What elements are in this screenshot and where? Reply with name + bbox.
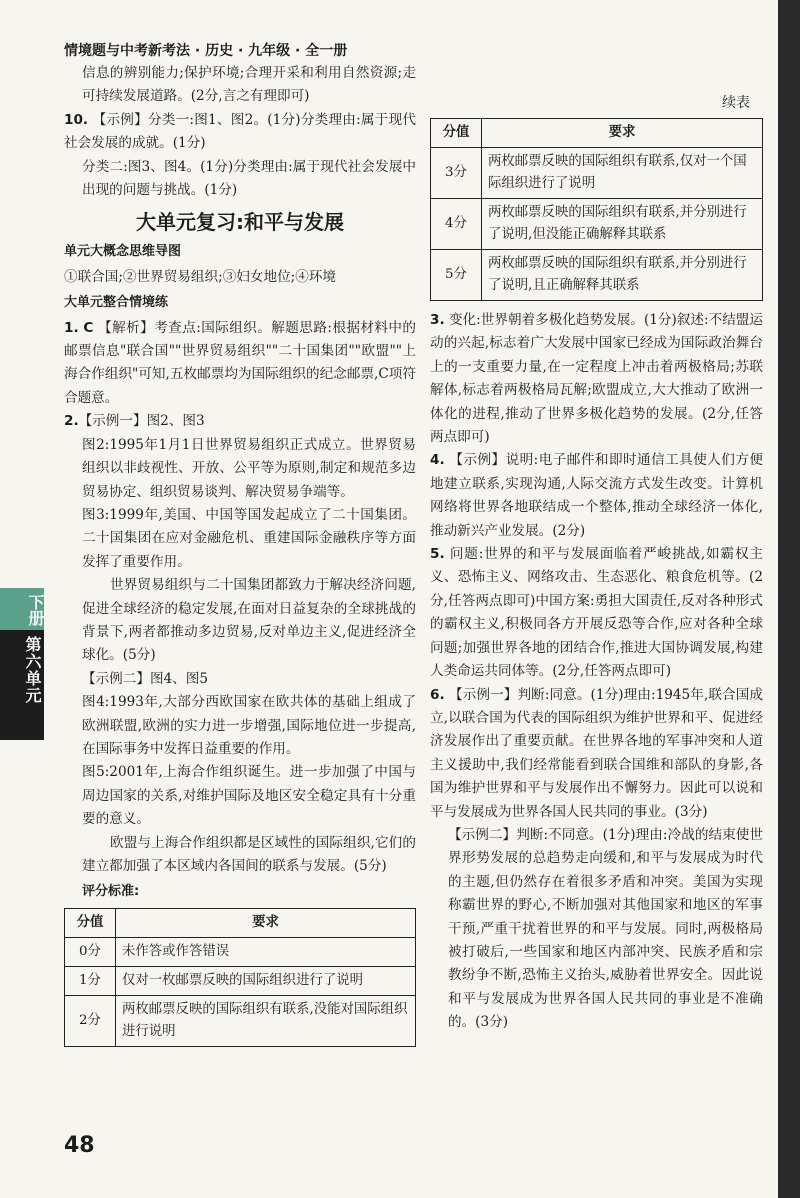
q6-example2: 【示例二】判断:不同意。(1分)理由:冷战的结束使世界形势发展的总趋势走向缓和,和平与发展成为时代的主题,但仍然存在着很多矛盾和冲突。美国为实现称霸世界的野心,不断加强对其他国家和地区的军事干预,严重干扰着世界的和平与发展。同时,两极格局被打破后,一些国家和地区内部冲突、民族矛盾和宗教纷争不断,恐怖主义抬头,威胁着世界安全。因此说和平与发展成为世界各国人民共同的事业是不准确的。(3分) xyxy=(448,826,763,1031)
right-column xyxy=(430,118,763,1035)
table-header-row xyxy=(65,908,416,937)
intro-text: 信息的辨别能力;保护环境;合理开采和利用自然资源;走可持续发展道路。(2分,言之有理即可) xyxy=(82,65,416,105)
q2-paragraph-2: 图3:1999年,美国、中国等国发起成立了二十国集团。二十国集团在应对金融危机、重建国际金融秩序等方面发挥了重要作用。 xyxy=(82,506,416,570)
table-row xyxy=(431,250,763,301)
q6-answer xyxy=(430,684,763,824)
running-header: 情境题与中考新考法 · 历史 · 九年级 · 全一册 xyxy=(64,43,348,59)
q1-number: 1. xyxy=(64,319,79,336)
table-row xyxy=(431,148,763,199)
mindmap-answers: ①联合国;②世界贸易组织;③妇女地位;④环境 xyxy=(64,268,337,285)
q5-number: 5. xyxy=(430,546,445,563)
q2-paragraph-3: 世界贸易组织与二十国集团都致力于解决经济问题,促进全球经济的稳定发展,在面对日益复杂的全球挑战的背景下,两者都推动多边贸易,反对单边主义,促进经济全球化。(5分) xyxy=(82,577,416,664)
left-column xyxy=(64,62,416,1047)
table-cell-requirement: 两枚邮票反映的国际组织有联系,没能对国际组织进行说明 xyxy=(116,995,416,1046)
table-cell-score: 3分 xyxy=(431,148,482,199)
q1-explanation: 【解析】考查点:国际组织。解题思路:根据材料中的邮票信息"联合国""世界贸易组织""二十国集团""欧盟""上海合作组织"可知,五枚邮票均为国际组织的纪念邮票,C项符合题意。 xyxy=(64,319,416,406)
q5-text: 问题:世界的和平与发展面临着严峻挑战,如霸权主义、恐怖主义、网络攻击、生态恶化、粮食危机等。(2分,任答两点即可)中国方案:勇担大国责任,反对各种形式的霸权主义,积极同各方开展反恐等合作,应对各种全球问题;加强世界各地的团结合作,推进大国协调发展,构建人类命运共同体等。(2分,任答两点即可) xyxy=(430,546,763,680)
q10-answer-a xyxy=(64,109,416,156)
table-cell-score: 0分 xyxy=(65,937,116,966)
table-cell-requirement: 未作答或作答错误 xyxy=(116,937,416,966)
q1-answer xyxy=(64,317,416,411)
score-table xyxy=(64,908,416,1047)
table-cell-requirement: 两枚邮票反映的国际组织有联系,并分别进行了说明,且正确解释其联系 xyxy=(482,250,763,301)
q2-example1-heading xyxy=(64,410,416,433)
continued-label: 续表 xyxy=(722,95,750,111)
table-cell-score: 5分 xyxy=(431,250,482,301)
q4-text: 【示例】说明:电子邮件和即时通信工具使人们方便地建立联系,实现沟通,人际交流方式发生改变。计算机网络将世界各地联结成一个整体,推动全球经济一体化,推动新兴产业发展。(2分) xyxy=(430,452,763,539)
side-tab-volume: 下册 xyxy=(0,588,44,630)
table-header-score: 分值 xyxy=(431,119,482,148)
table-cell-requirement: 仅对一枚邮票反映的国际组织进行了说明 xyxy=(116,966,416,995)
table-row xyxy=(65,937,416,966)
table-header-row xyxy=(431,119,763,148)
q2-example1-label: 【示例一】图2、图3 xyxy=(78,413,205,430)
table-cell-requirement: 两枚邮票反映的国际组织有联系,仅对一个国际组织进行了说明 xyxy=(482,148,763,199)
q3-text: 变化:世界朝着多极化趋势发展。(1分)叙述:不结盟运动的兴起,标志着广大发展中国家已经成为国际政治舞台上的一支重要力量,在一定程度上冲击着两极格局;苏联解体,标志着两极格局瓦解;欧盟成立,大大推动了欧洲一体化的进程,推动了世界多极化趋势的发展。(2分,任答两点即可) xyxy=(430,312,763,446)
table-cell-score: 2分 xyxy=(65,995,116,1046)
table-header-score: 分值 xyxy=(65,908,116,937)
q5-answer xyxy=(430,543,763,683)
table-row xyxy=(65,966,416,995)
q1-choice: C xyxy=(83,319,94,336)
q6-number: 6. xyxy=(430,686,445,703)
q2-paragraph-5: 图5:2001年,上海合作组织诞生。进一步加强了中国与周边国家的关系,对维护国际及地区安全稳定具有十分重要的意义。 xyxy=(82,764,416,828)
q2-example2-label: 【示例二】图4、图5 xyxy=(82,670,209,687)
q6-example1: 【示例一】判断:同意。(1分)理由:1945年,联合国成立,以联合国为代表的国际组织为维护世界和平、促进经济发展作出了重要贡献。在世界各地的军事冲突和人道主义援助中,我们经常能看到联合国维和部队的身影,各国为维护世界和平与发展作出不懈努力。因此可以说和平与发展成为世界各国人民共同的事业。(3分) xyxy=(430,686,763,820)
q10-number: 10. xyxy=(64,111,89,128)
q4-answer xyxy=(430,449,763,543)
score-heading: 评分标准: xyxy=(82,884,140,900)
side-tab xyxy=(0,588,44,740)
table-header-requirement: 要求 xyxy=(116,908,416,937)
table-cell-score: 4分 xyxy=(431,199,482,250)
mindmap-heading: 单元大概念思维导图 xyxy=(64,244,182,260)
page-number: 48 xyxy=(64,1133,95,1158)
q3-answer xyxy=(430,309,763,449)
q2-paragraph-4: 图4:1993年,大部分西欧国家在欧共体的基础上组成了欧洲联盟,欧洲的实力进一步增强,国际地位进一步提高,在国际事务中发挥日益重要的作用。 xyxy=(82,694,416,757)
q10-answer-b: 分类二:图3、图4。(1分)分类理由:属于现代社会发展中出现的问题与挑战。(1分) xyxy=(82,158,416,199)
table-row xyxy=(65,995,416,1046)
table-row xyxy=(431,199,763,250)
q2-number: 2. xyxy=(64,413,79,430)
table-cell-requirement: 两枚邮票反映的国际组织有联系,并分别进行了说明,但没能正确解释其联系 xyxy=(482,199,763,250)
side-tab-unit: 第六单元 xyxy=(23,636,42,704)
table-cell-score: 1分 xyxy=(65,966,116,995)
score-table-continued xyxy=(430,118,763,301)
practice-heading: 大单元整合情境练 xyxy=(64,295,169,311)
q3-number: 3. xyxy=(430,312,445,328)
section-title: 大单元复习:和平与发展 xyxy=(136,210,344,235)
page-edge-shadow xyxy=(778,0,800,1198)
q4-number: 4. xyxy=(430,452,445,469)
q2-paragraph-6: 欧盟与上海合作组织都是区域性的国际组织,它们的建立都加强了本区域内各国间的联系与发展。(5分) xyxy=(82,834,416,874)
table-header-requirement: 要求 xyxy=(482,119,763,148)
q10-text-a: 【示例】分类一:图1、图2。(1分)分类理由:属于现代社会发展的成就。(1分) xyxy=(64,111,416,152)
q2-paragraph-1: 图2:1995年1月1日世界贸易组织正式成立。世界贸易组织以非歧视性、开放、公平等为原则,制定和规范多边贸易协定、组织贸易谈判、解决贸易争端等。 xyxy=(82,436,416,500)
